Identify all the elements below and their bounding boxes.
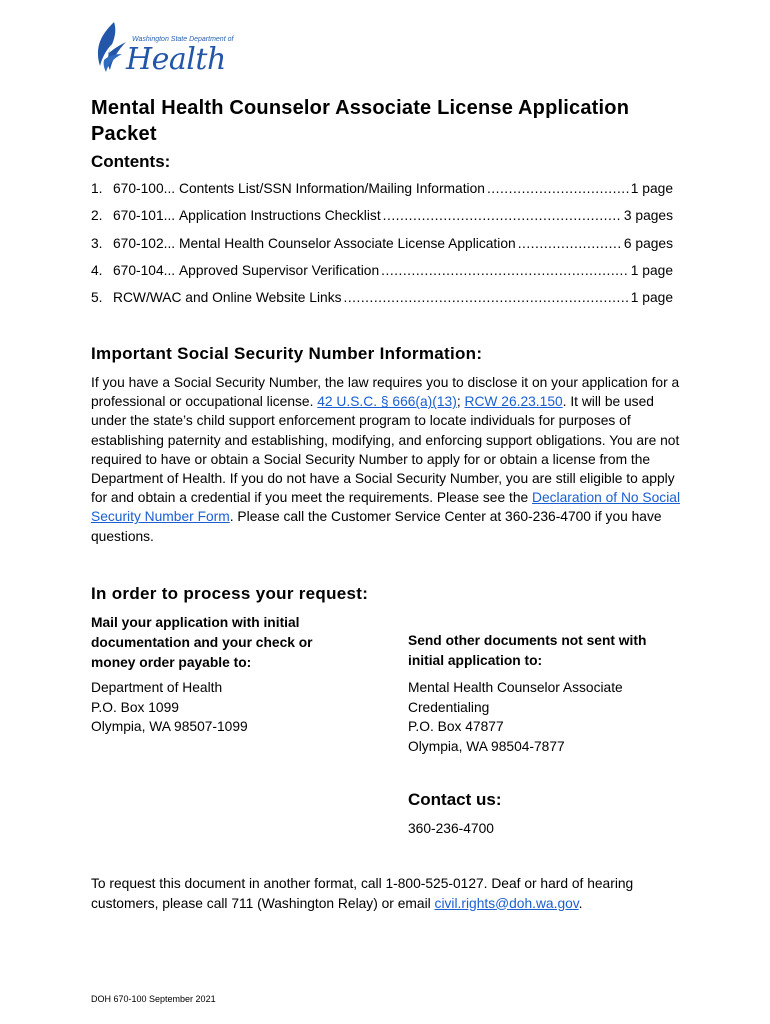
item-text: Approved Supervisor Verification (178, 262, 380, 278)
accessibility-end: . (578, 895, 583, 911)
logo-top-text: Washington State Department of (132, 36, 234, 43)
address-line: Mental Health Counselor Associate (408, 680, 623, 695)
list-item (91, 181, 673, 208)
item-pages: 1 page (630, 181, 673, 196)
ssn-heading: Important Social Security Number Information: (91, 344, 483, 363)
leader-dots (487, 181, 629, 196)
list-item (91, 290, 673, 317)
address-line: Credentialing (408, 699, 490, 715)
leader-dots (344, 290, 629, 305)
item-code: 670-101... (113, 208, 176, 224)
address-line: P.O. Box 47877 (408, 719, 504, 734)
list-item (91, 208, 673, 235)
send-heading: Send other documents not sent with initial application to: (408, 633, 647, 668)
item-pages: 3 pages (623, 208, 673, 224)
item-number: 5. (91, 290, 103, 306)
item-number: 3. (91, 235, 103, 251)
item-pages: 6 pages (623, 235, 673, 251)
accessibility-notice (91, 874, 651, 913)
list-item (91, 236, 673, 263)
list-item (91, 263, 673, 290)
item-text: RCW/WAC and Online Website Links (113, 290, 342, 306)
contact-phone: 360-236-4700 (408, 821, 494, 836)
ssn-paragraph (91, 373, 689, 546)
item-text: Mental Health Counselor Associate License Application (178, 235, 516, 251)
item-code: 670-102... (113, 235, 176, 251)
leader-dots (381, 263, 629, 278)
logo-main-text: Health (126, 42, 226, 77)
item-pages: 1 page (630, 290, 673, 306)
accessibility-text: To request this document in another format, call 1-800-525-0127. Deaf or hard of hearing customers, please call 711 (Washington Relay) or email (91, 876, 634, 911)
address-line: Department of Health (91, 680, 223, 695)
item-code: 670-104... (113, 262, 176, 278)
ssn-text-2: . It will be used under the state’s child support enforcement program to locate individuals for purposes of establishing paternity and establishing, modifying, and enforcing support obligations. You are not required to have or obtain a Social Security Number to apply for or obtain a license from the Department of Health. If you do not have a Social Security Number, you are still eligible to apply for and obtain a credential if you meet the requirements. Please see the (91, 394, 680, 506)
item-text: Contents List/SSN Information/Mailing Information (178, 181, 485, 196)
item-number: 2. (91, 208, 103, 224)
page-title: Mental Health Counselor Associate License Application Packet (91, 97, 630, 145)
address-line: Olympia, WA 98507-1099 (91, 719, 248, 734)
item-number: 1. (91, 181, 103, 196)
ssn-text-3: . Please call the Customer Service Center at 360-236-4700 if you have questions. (91, 509, 662, 544)
leader-dots (383, 208, 622, 223)
item-pages: 1 page (630, 262, 673, 278)
address-line: P.O. Box 1099 (91, 699, 179, 715)
mail-address (91, 678, 248, 737)
contents-heading: Contents: (91, 152, 171, 171)
send-address (408, 678, 623, 756)
address-line: Olympia, WA 98504-7877 (408, 738, 565, 754)
ssn-separator: ; (456, 394, 465, 410)
item-text: Application Instructions Checklist (178, 208, 381, 224)
contents-list (91, 181, 673, 317)
rcw-link[interactable]: RCW 26.23.150 (464, 394, 563, 410)
mail-heading: Mail your application with initial documentation and your check or money order payable to: (91, 615, 313, 670)
usc-link[interactable]: 42 U.S.C. § 666(a)(13) (317, 394, 457, 410)
item-number: 4. (91, 262, 103, 278)
ssn-text-1: If you have a Social Security Number, the law requires you to disclose it on your application for a professional or occupational license. (91, 375, 680, 410)
form-footer: DOH 670-100 September 2021 (91, 994, 216, 1004)
doh-logo (92, 20, 234, 77)
process-request-heading: In order to process your request: (91, 584, 369, 603)
item-code: 670-100... (113, 181, 176, 196)
leader-dots (518, 236, 622, 251)
no-ssn-form-link[interactable]: Declaration of No Social Security Number Form (91, 490, 681, 525)
civil-rights-email-link[interactable]: civil.rights@doh.wa.gov (434, 895, 579, 911)
contact-heading: Contact us: (408, 790, 502, 809)
